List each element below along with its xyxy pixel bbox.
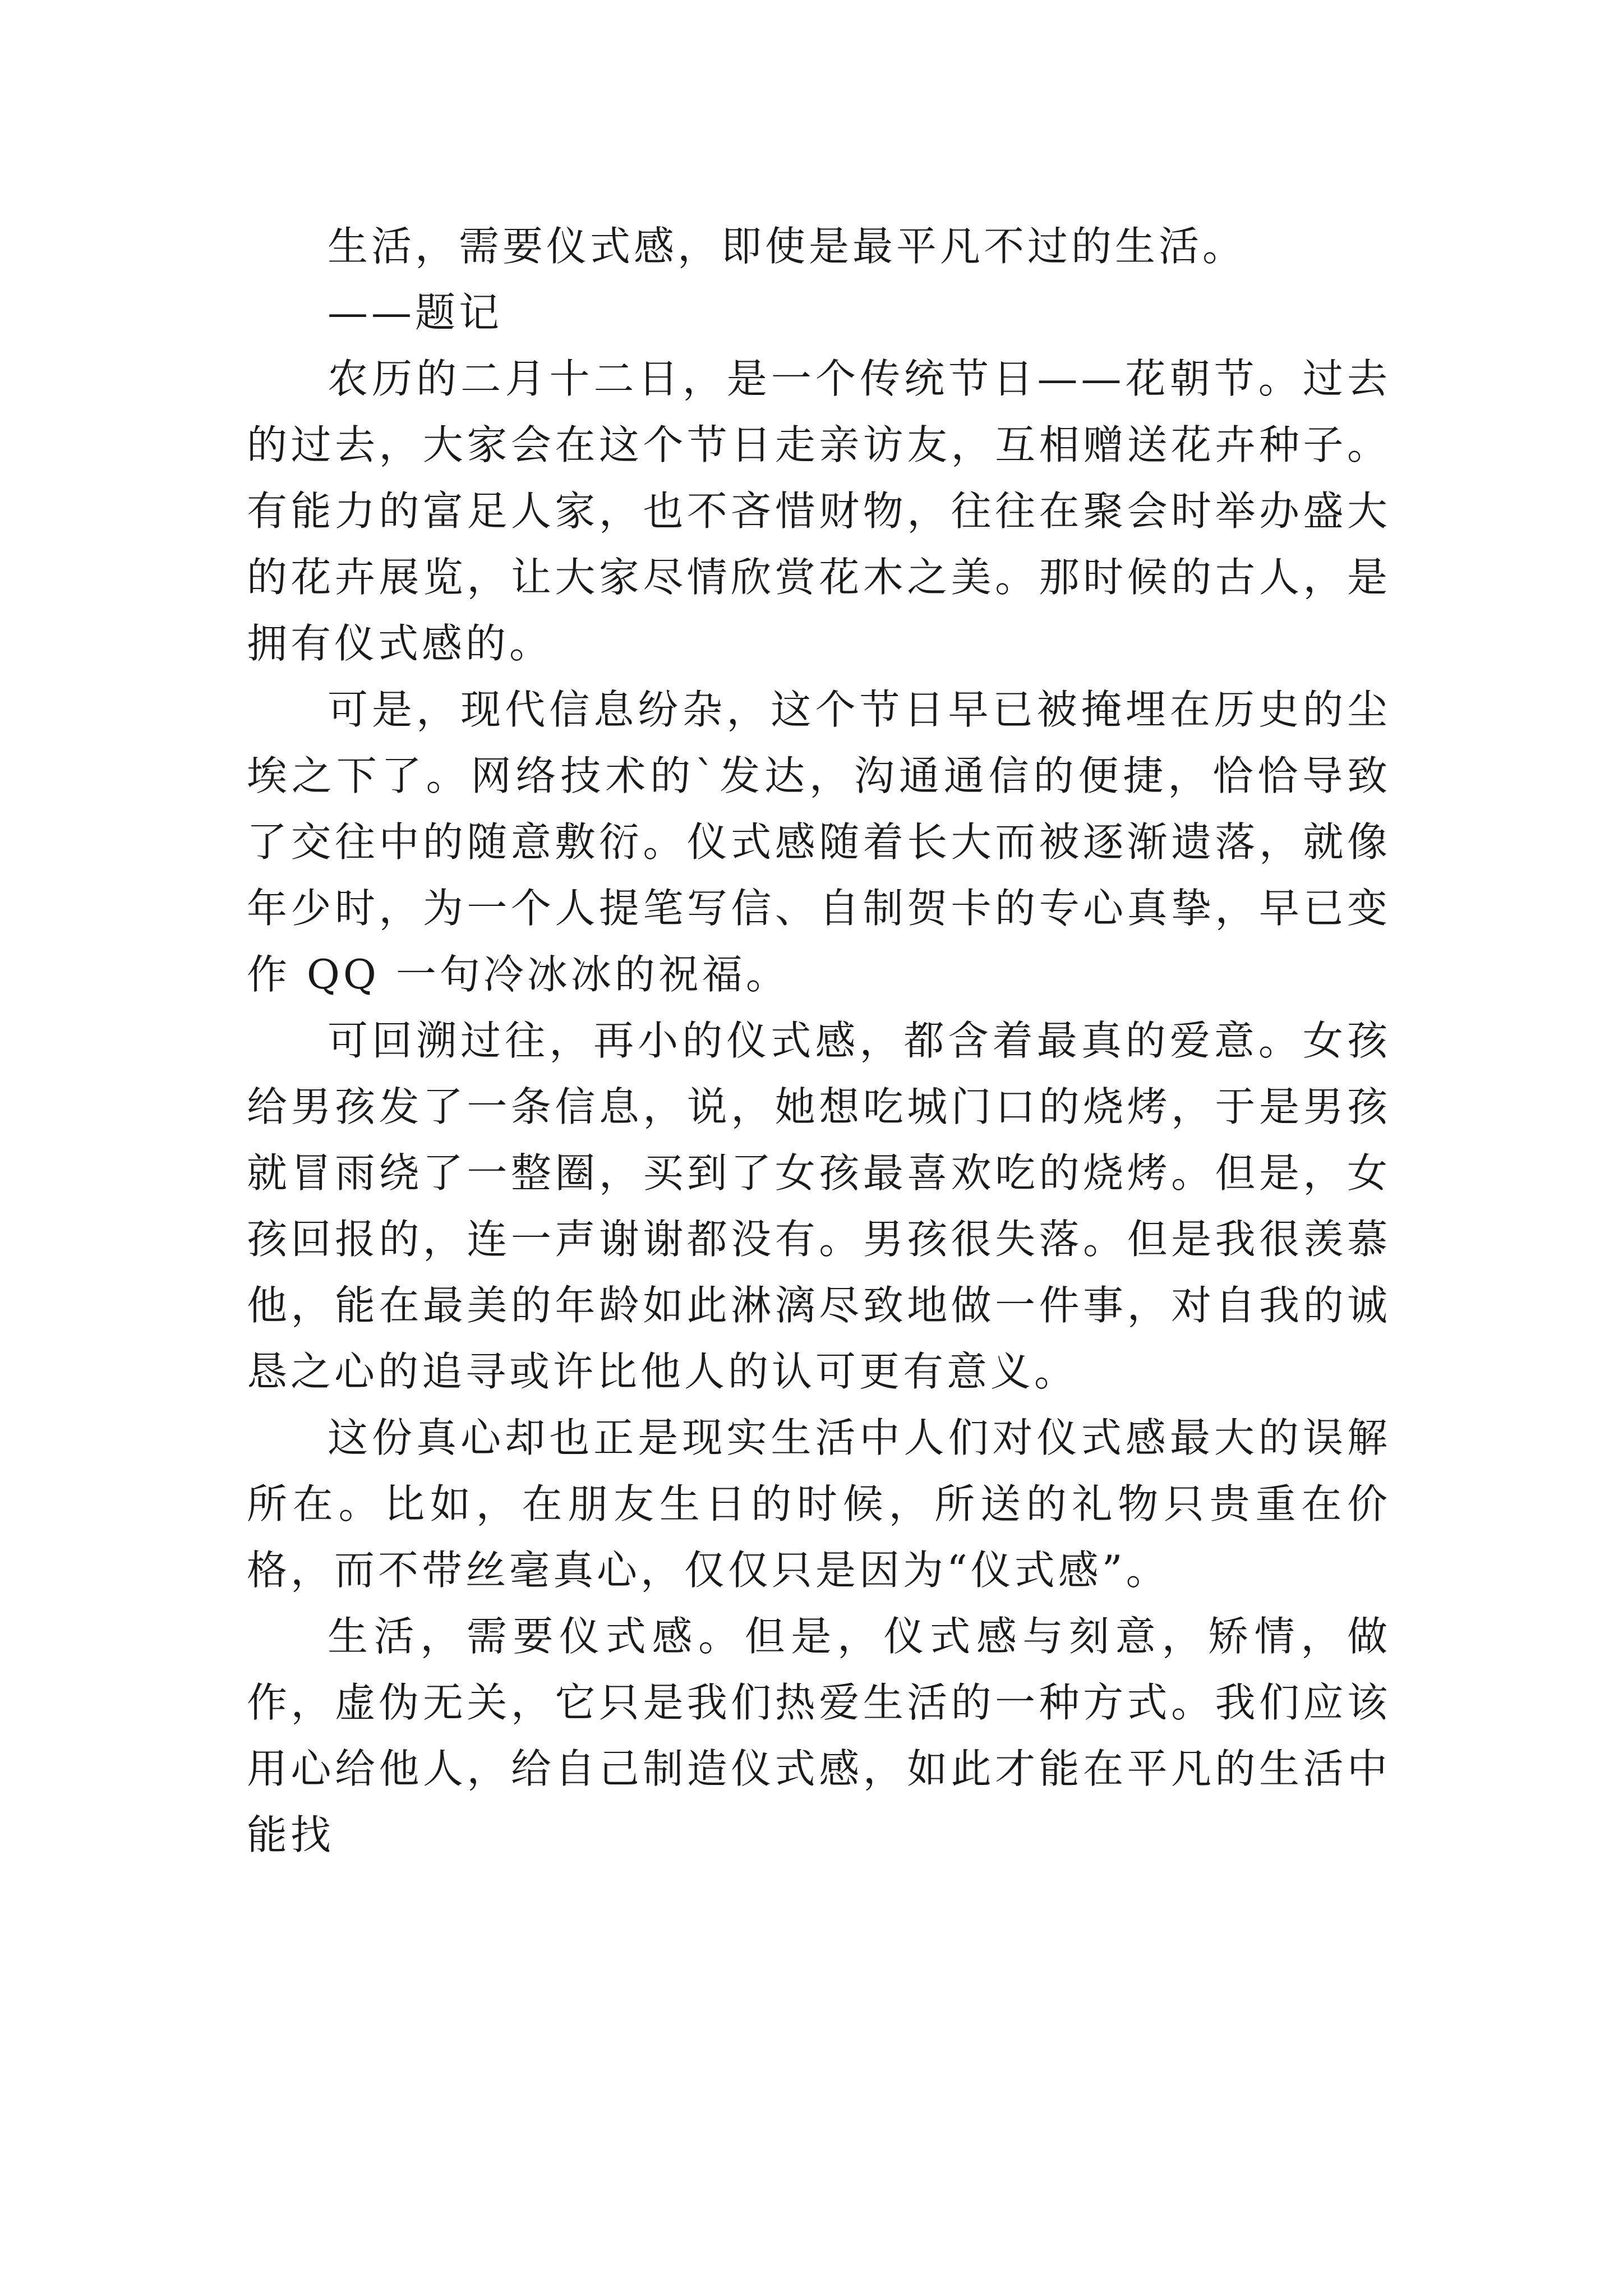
paragraph-3: 可回溯过往，再小的仪式感，都含着最真的爱意。女孩给男孩发了一条信息，说，她想吃城门口的烧烤，于是男孩就冒雨绕了一整圈，买到了女孩最喜欢吃的烧烤。但是，女孩回报的，连一声谢谢都没有。男孩很失落。但是我很羡慕他，能在最美的年龄如此淋漓尽致地做一件事，对自我的诚恳之心的追寻或许比他人的认可更有意义。 [247,1017,1391,1395]
epigraph-attribution: ——题记 [328,289,503,336]
paragraph-1: 农历的二月十二日，是一个传统节日——花朝节。过去的过去，大家会在这个节日走亲访友，互相赠送花卉种子。有能力的富足人家，也不吝惜财物，往往在聚会时举办盛大的花卉展览，让大家尽情欣赏花木之美。那时候的古人，是拥有仪式感的。 [247,355,1391,667]
essay-body [247,213,1391,1868]
paragraph-5: 生活，需要仪式感。但是，仪式感与刻意，矫情，做作，虚伪无关，它只是我们热爱生活的一种方式。我们应该用心给他人，给自己制造仪式感，如此才能在平凡的生活中能找 [247,1613,1391,1858]
epigraph: 生活，需要仪式感，即使是最平凡不过的生活。 [328,223,1247,270]
paragraph-4: 这份真心却也正是现实生活中人们对仪式感最大的误解所在。比如，在朋友生日的时候，所送的礼物只贵重在价格，而不带丝毫真心，仅仅只是因为“仪式感”。 [247,1414,1391,1594]
paragraph-2: 可是，现代信息纷杂，这个节日早已被掩埋在历史的尘埃之下了。网络技术的`发达，沟通通信的便捷，恰恰导致了交往中的随意敷衍。仪式感随着长大而被逐渐遗落，就像年少时，为一个人提笔写信、自制贺卡的专心真挚，早已变作 QQ 一句冷冰冰的祝福。 [247,686,1391,998]
